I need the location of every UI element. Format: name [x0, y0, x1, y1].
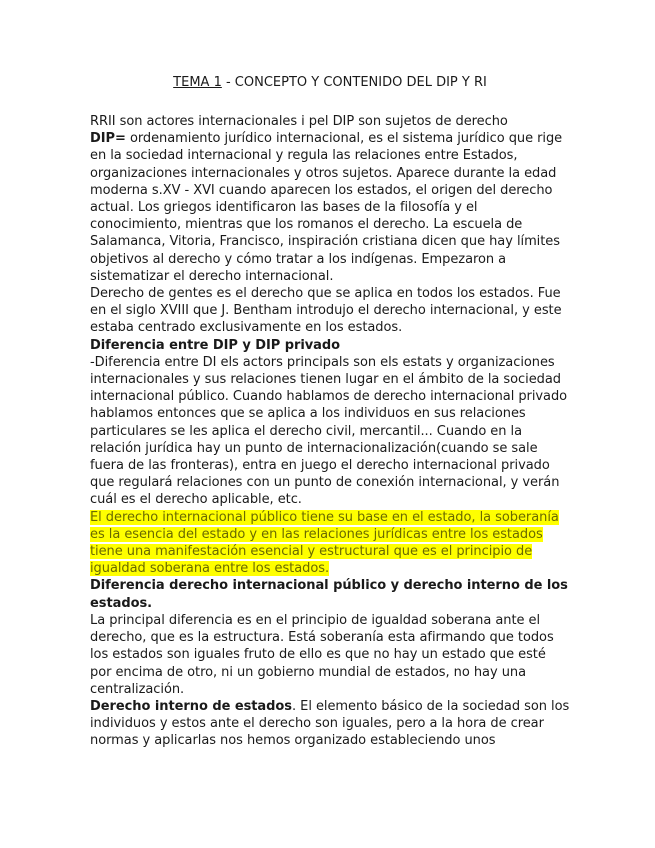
paragraph-derecho-interno	[90, 698, 570, 750]
title-prefix: TEMA 1	[173, 75, 222, 90]
paragraph-dip-definition	[90, 130, 570, 285]
dip-definition-text: ordenamiento jurídico internacional, es el sistema jurídico que rige en la sociedad internacional y regula las relaciones entre Estados, organizaciones internacionales y otros sujetos. Aparece durante la edad moderna s.XV - XVI cuando aparecen los estados, el origen del derecho actual. Los griegos identificaron las bases de la filosofía y el conocimiento, mientras que los romanos el derecho. La escuela de Salamanca, Vitoria, Francisco, inspiración cristiana dicen que hay límites objetivos al derecho y cómo tratar a los indígenas. Empezaron a sistematizar el derecho internacional.	[90, 131, 563, 284]
heading-derecho-interno: Diferencia derecho internacional público y derecho interno de los estados.	[90, 578, 568, 611]
paragraph-derecho-gentes: Derecho de gentes es el derecho que se aplica en todos los estados. Fue en el siglo XVIII que J. Bentham introdujo el derecho internacional, y este estaba centrado exclusivamente en los estados.	[90, 286, 562, 336]
title-rest: - CONCEPTO Y CONTENIDO DEL DIP Y RI	[221, 75, 487, 90]
dip-term: DIP=	[90, 131, 126, 147]
highlighted-paragraph	[90, 509, 570, 578]
derecho-interno-term: Derecho interno de estados	[90, 698, 292, 714]
highlighted-text: El derecho internacional público tiene su base en el estado, la soberanía es la esencia del estado y en las relaciones jurídicas entre los estados tiene una manifestación esencial y estructural que es el principio de igualdad soberana entre los estados.	[90, 509, 559, 577]
paragraph-rrii: RRII son actores internacionales i pel DIP son sujetos de derecho	[90, 114, 508, 129]
paragraph-diferencia: -Diferencia entre DI els actors principals son els estats y organizaciones internacionales y sus relaciones tienen lugar en el ámbito de la sociedad internacional público. Cuando hablamos de derecho internacional privado hablamos entonces que se aplica a los individuos en sus relaciones particulares se les aplica el derecho civil, mercantil... Cuando en la relación jurídica hay un punto de internacionalización(cuando se sale fuera de las fronteras), entra en juego el derecho internacional privado que regulará relaciones con un punto de conexión internacional, y verán cuál es el derecho aplicable, etc.	[90, 354, 568, 508]
derecho-interno-text: . El elemento básico de la sociedad son los individuos y estos ante el derecho son iguales, pero a la hora de crear normas y aplicarlas nos hemos organizado estableciendo unos	[90, 698, 570, 749]
paragraph-igualdad: La principal diferencia es en el principio de igualdad soberana ante el derecho, que es la estructura. Está soberanía esta afirmando que todos los estados son iguales fruto de ello es que no hay un estado que esté por encima de otro, ni un gobierno mundial de estados, no hay una centralización.	[90, 612, 554, 697]
page-title	[90, 74, 570, 91]
document-page	[90, 74, 570, 750]
heading-dip-privado: Diferencia entre DIP y DIP privado	[90, 337, 341, 353]
document-body	[90, 113, 570, 750]
